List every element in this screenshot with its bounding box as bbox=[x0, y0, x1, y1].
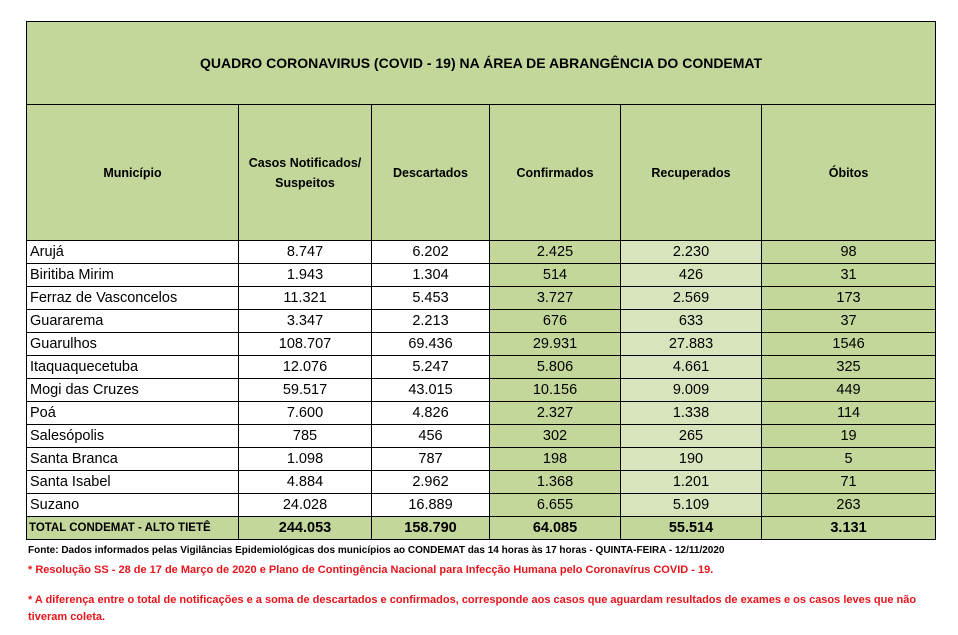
cell-confirmados: 5.806 bbox=[490, 356, 621, 379]
cell-municipio: Guarulhos bbox=[27, 333, 239, 356]
header-municipio: Município bbox=[27, 105, 239, 241]
cell-municipio: Guararema bbox=[27, 310, 239, 333]
total-confirmados: 64.085 bbox=[490, 517, 621, 540]
cell-confirmados: 2.425 bbox=[490, 241, 621, 264]
cell-obitos: 449 bbox=[762, 379, 936, 402]
table-row bbox=[27, 264, 936, 287]
header-casos-line1: Casos Notificados/ bbox=[248, 155, 362, 170]
cell-confirmados: 3.727 bbox=[490, 287, 621, 310]
cell-descartados: 787 bbox=[372, 448, 490, 471]
cell-municipio: Itaquaquecetuba bbox=[27, 356, 239, 379]
cell-obitos: 173 bbox=[762, 287, 936, 310]
cell-obitos: 19 bbox=[762, 425, 936, 448]
cell-recuperados: 426 bbox=[621, 264, 762, 287]
cell-casos: 4.884 bbox=[239, 471, 372, 494]
cell-recuperados: 1.338 bbox=[621, 402, 762, 425]
header-recuperados: Recuperados bbox=[621, 105, 762, 241]
cell-obitos: 263 bbox=[762, 494, 936, 517]
cell-obitos: 5 bbox=[762, 448, 936, 471]
cell-descartados: 2.962 bbox=[372, 471, 490, 494]
difference-note: * A diferença entre o total de notificações e a soma de descartados e confirmados, corresponde aos casos que aguardam resultados de exames e os casos leves que não tiveram coleta. bbox=[28, 594, 917, 623]
cell-confirmados: 514 bbox=[490, 264, 621, 287]
header-obitos: Óbitos bbox=[762, 105, 936, 241]
cell-casos: 7.600 bbox=[239, 402, 372, 425]
cell-obitos: 31 bbox=[762, 264, 936, 287]
covid-table bbox=[26, 21, 936, 540]
cell-municipio: Suzano bbox=[27, 494, 239, 517]
cell-recuperados: 633 bbox=[621, 310, 762, 333]
cell-municipio: Santa Branca bbox=[27, 448, 239, 471]
table-row bbox=[27, 448, 936, 471]
cell-confirmados: 302 bbox=[490, 425, 621, 448]
cell-municipio: Santa Isabel bbox=[27, 471, 239, 494]
source-note: Fonte: Dados informados pelas Vigilâncias Epidemiológicas dos municípios ao CONDEMAT das 14 horas às 17 horas - QUINTA-FEIRA - 12/11/2020 bbox=[28, 545, 725, 556]
cell-descartados: 69.436 bbox=[372, 333, 490, 356]
cell-casos: 1.098 bbox=[239, 448, 372, 471]
cell-recuperados: 4.661 bbox=[621, 356, 762, 379]
cell-confirmados: 10.156 bbox=[490, 379, 621, 402]
header-casos bbox=[239, 105, 372, 241]
total-recuperados: 55.514 bbox=[621, 517, 762, 540]
header-row bbox=[27, 105, 936, 241]
table-row bbox=[27, 310, 936, 333]
cell-recuperados: 5.109 bbox=[621, 494, 762, 517]
cell-descartados: 2.213 bbox=[372, 310, 490, 333]
cell-casos: 3.347 bbox=[239, 310, 372, 333]
cell-municipio: Arujá bbox=[27, 241, 239, 264]
cell-descartados: 6.202 bbox=[372, 241, 490, 264]
header-descartados: Descartados bbox=[372, 105, 490, 241]
cell-obitos: 1546 bbox=[762, 333, 936, 356]
cell-recuperados: 2.569 bbox=[621, 287, 762, 310]
cell-recuperados: 2.230 bbox=[621, 241, 762, 264]
total-row bbox=[27, 517, 936, 540]
cell-recuperados: 27.883 bbox=[621, 333, 762, 356]
cell-obitos: 71 bbox=[762, 471, 936, 494]
notes bbox=[28, 544, 928, 626]
cell-confirmados: 29.931 bbox=[490, 333, 621, 356]
table-row bbox=[27, 241, 936, 264]
cell-descartados: 1.304 bbox=[372, 264, 490, 287]
total-label: TOTAL CONDEMAT - ALTO TIETÊ bbox=[27, 517, 239, 540]
cell-casos: 785 bbox=[239, 425, 372, 448]
cell-casos: 1.943 bbox=[239, 264, 372, 287]
table-row bbox=[27, 471, 936, 494]
cell-recuperados: 190 bbox=[621, 448, 762, 471]
total-descartados: 158.790 bbox=[372, 517, 490, 540]
cell-municipio: Ferraz de Vasconcelos bbox=[27, 287, 239, 310]
total-casos: 244.053 bbox=[239, 517, 372, 540]
cell-confirmados: 2.327 bbox=[490, 402, 621, 425]
cell-recuperados: 1.201 bbox=[621, 471, 762, 494]
cell-casos: 12.076 bbox=[239, 356, 372, 379]
table-row bbox=[27, 425, 936, 448]
table-row bbox=[27, 333, 936, 356]
cell-descartados: 4.826 bbox=[372, 402, 490, 425]
cell-municipio: Biritiba Mirim bbox=[27, 264, 239, 287]
table-body bbox=[27, 241, 936, 517]
title-row bbox=[27, 22, 936, 105]
cell-confirmados: 676 bbox=[490, 310, 621, 333]
cell-casos: 11.321 bbox=[239, 287, 372, 310]
cell-obitos: 114 bbox=[762, 402, 936, 425]
table-title: QUADRO CORONAVIRUS (COVID - 19) NA ÁREA DE ABRANGÊNCIA DO CONDEMAT bbox=[27, 22, 936, 105]
cell-municipio: Salesópolis bbox=[27, 425, 239, 448]
cell-descartados: 456 bbox=[372, 425, 490, 448]
table-row bbox=[27, 494, 936, 517]
cell-casos: 8.747 bbox=[239, 241, 372, 264]
total-obitos: 3.131 bbox=[762, 517, 936, 540]
cell-obitos: 98 bbox=[762, 241, 936, 264]
cell-confirmados: 6.655 bbox=[490, 494, 621, 517]
cell-confirmados: 1.368 bbox=[490, 471, 621, 494]
table-row bbox=[27, 287, 936, 310]
header-confirmados: Confirmados bbox=[490, 105, 621, 241]
table-row bbox=[27, 402, 936, 425]
cell-municipio: Mogi das Cruzes bbox=[27, 379, 239, 402]
cell-recuperados: 265 bbox=[621, 425, 762, 448]
cell-recuperados: 9.009 bbox=[621, 379, 762, 402]
cell-descartados: 5.453 bbox=[372, 287, 490, 310]
cell-casos: 59.517 bbox=[239, 379, 372, 402]
header-casos-line2: Suspeitos bbox=[275, 175, 335, 190]
cell-obitos: 37 bbox=[762, 310, 936, 333]
cell-casos: 108.707 bbox=[239, 333, 372, 356]
cell-municipio: Poá bbox=[27, 402, 239, 425]
cell-obitos: 325 bbox=[762, 356, 936, 379]
cell-descartados: 5.247 bbox=[372, 356, 490, 379]
cell-casos: 24.028 bbox=[239, 494, 372, 517]
resolution-note: * Resolução SS - 28 de 17 de Março de 2020 e Plano de Contingência Nacional para Infecção Humana pelo Coronavírus COVID - 19. bbox=[28, 564, 714, 576]
cell-descartados: 43.015 bbox=[372, 379, 490, 402]
table-row bbox=[27, 379, 936, 402]
cell-confirmados: 198 bbox=[490, 448, 621, 471]
cell-descartados: 16.889 bbox=[372, 494, 490, 517]
table-row bbox=[27, 356, 936, 379]
